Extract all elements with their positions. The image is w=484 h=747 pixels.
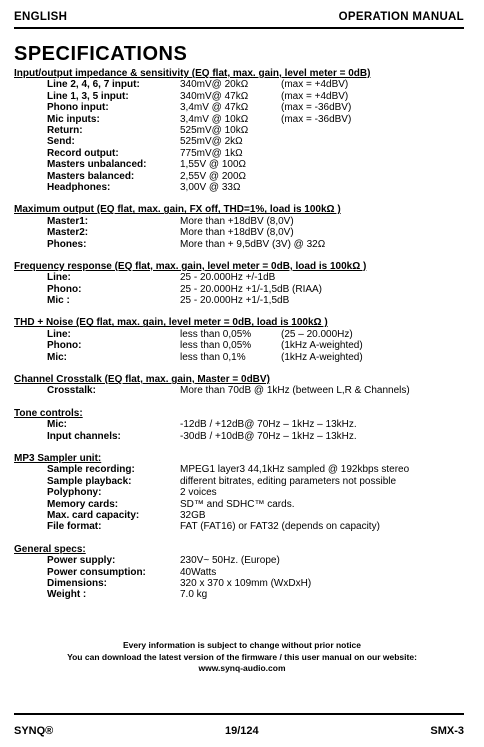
spec-row (14, 487, 474, 498)
spec-value: 3,00V @ 33Ω (180, 181, 241, 193)
spec-row (14, 329, 474, 340)
spec-value: 775mV@ 1kΩ (180, 147, 243, 159)
spec-label: Mic: (47, 419, 67, 431)
spec-label: Phono: (47, 340, 82, 352)
section-title: General specs: (14, 543, 86, 555)
spec-row (14, 79, 474, 90)
spec-value: 32GB (180, 510, 206, 521)
spec-row (14, 114, 474, 125)
spec-value: 525mV@ 10kΩ (180, 124, 249, 136)
page-title: SPECIFICATIONS (14, 43, 188, 65)
spec-value: More than +18dBV (8,0V) (180, 227, 294, 239)
specs-content (14, 68, 474, 612)
spec-label: Master1: (47, 215, 89, 227)
spec-row (14, 464, 474, 475)
spec-label: Line 2, 4, 6, 7 input: (47, 79, 140, 91)
header-rule (14, 27, 464, 29)
spec-label: Line: (47, 272, 71, 284)
spec-row (14, 510, 474, 521)
spec-label: Mic: (47, 351, 67, 363)
spec-label: Max. card capacity: (47, 510, 140, 521)
spec-label: Sample recording: (47, 464, 135, 476)
spec-value: 7.0 kg (180, 589, 208, 601)
spec-row (14, 239, 474, 250)
spec-label: Masters unbalanced: (47, 159, 147, 171)
spec-note: (25 – 20.000Hz) (281, 328, 353, 340)
spec-label: Power supply: (47, 555, 116, 567)
spec-value: FAT (FAT16) or FAT32 (depends on capacity) (180, 521, 380, 533)
spec-value: 340mV@ 20kΩ (180, 79, 249, 91)
spec-label: Masters balanced: (47, 170, 135, 182)
spec-note: (max = +4dBV) (281, 90, 349, 102)
spec-label: Mic : (47, 295, 70, 307)
spec-note: (max = -36dBV) (281, 113, 352, 125)
spec-label: Weight : (47, 589, 87, 601)
spec-value: 25 - 20.000Hz +1/-1,5dB (RIAA) (180, 283, 323, 295)
header-language: ENGLISH (14, 11, 68, 23)
footer-model: SMX-3 (430, 725, 464, 737)
spec-label: Return: (47, 124, 83, 136)
spec-value: less than 0,1% (180, 351, 246, 363)
spec-label: Line 1, 3, 5 input: (47, 90, 129, 102)
spec-value: less than 0,05% (180, 328, 252, 340)
spec-row (14, 284, 474, 295)
spec-value: -30dB / +10dB@ 70Hz – 1kHz – 13kHz. (180, 430, 357, 442)
spec-value: -12dB / +12dB@ 70Hz – 1kHz – 13kHz. (180, 419, 357, 431)
spec-row (14, 385, 474, 396)
spec-label: Phono: (47, 283, 82, 295)
spec-label: Headphones: (47, 181, 111, 193)
spec-row (14, 340, 474, 351)
spec-row (14, 499, 474, 510)
spec-value: More than 70dB @ 1kHz (between L,R & Channels) (180, 385, 410, 397)
spec-label: Power consumption: (47, 566, 146, 578)
section-title: Input/output impedance & sensitivity (EQ flat, max. gain, level meter = 0dB) (14, 68, 371, 79)
spec-value: SD™ and SDHC™ cards. (180, 498, 295, 510)
spec-label: Phono input: (47, 102, 109, 114)
section-title: Channel Crosstalk (EQ flat, max. gain, Master = 0dBV) (14, 374, 270, 386)
footer-notice (0, 640, 484, 675)
spec-value: 320 x 370 x 109mm (WxDxH) (180, 577, 312, 589)
spec-value: 230V~ 50Hz. (Europe) (180, 555, 280, 567)
spec-note: (1kHz A-weighted) (281, 340, 363, 352)
section-title: Tone controls: (14, 407, 83, 419)
page-number: 19/124 (225, 725, 259, 737)
notice-line: Every information is subject to change without prior notice (122, 640, 362, 650)
spec-note: (1kHz A-weighted) (281, 351, 363, 363)
spec-section (14, 408, 474, 442)
spec-label: Master2: (47, 227, 89, 239)
spec-label: Polyphony: (47, 487, 102, 499)
spec-row (14, 476, 474, 487)
spec-row (14, 295, 474, 306)
spec-row (14, 148, 474, 159)
spec-value: 25 - 20.000Hz +/-1dB (180, 272, 276, 284)
spec-row (14, 431, 474, 442)
spec-row (14, 555, 474, 566)
spec-label: Record output: (47, 147, 119, 159)
spec-value: MPEG1 layer3 44,1kHz sampled @ 192kbps stereo (180, 464, 410, 476)
spec-row (14, 159, 474, 170)
spec-row (14, 419, 474, 430)
spec-value: 2,55V @ 200Ω (180, 170, 247, 182)
spec-value: More than +18dBV (8,0V) (180, 215, 294, 227)
spec-label: File format: (47, 521, 102, 533)
footer-brand: SYNQ® (14, 725, 54, 737)
spec-section (14, 317, 474, 363)
spec-row (14, 521, 474, 532)
spec-label: Dimensions: (47, 577, 108, 589)
spec-value: 1,55V @ 100Ω (180, 159, 247, 171)
spec-value: 525mV@ 2kΩ (180, 136, 243, 148)
spec-row (14, 171, 474, 182)
spec-section (14, 68, 474, 193)
header-manual-title: OPERATION MANUAL (338, 11, 464, 23)
spec-value: 40Watts (180, 566, 217, 578)
spec-label: Mic inputs: (47, 113, 100, 125)
section-title: MP3 Sampler unit: (14, 453, 102, 465)
spec-row (14, 589, 474, 600)
spec-row (14, 227, 474, 238)
spec-label: Line: (47, 328, 71, 340)
spec-label: Phones: (47, 238, 87, 250)
page-header (14, 11, 464, 27)
spec-label: Input channels: (47, 430, 121, 442)
spec-row (14, 125, 474, 136)
notice-line: You can download the latest version of the firmware / this user manual on our website: (67, 651, 417, 662)
section-title: THD + Noise (EQ flat, max. gain, level meter = 0dB, load is 100kΩ ) (14, 317, 328, 329)
spec-row (14, 182, 474, 193)
spec-section (14, 453, 474, 533)
website-link[interactable]: www.synq-audio.com (198, 663, 286, 673)
spec-section (14, 544, 474, 601)
spec-value: less than 0,05% (180, 340, 252, 352)
spec-row (14, 272, 474, 283)
spec-value: 2 voices (180, 487, 217, 499)
section-title: Maximum output (EQ flat, max. gain, FX off, THD=1%, load is 100kΩ ) (14, 204, 341, 216)
spec-value: 3,4mV @ 47kΩ (180, 102, 249, 114)
spec-label: Send: (47, 136, 75, 148)
page-footer (14, 725, 464, 737)
spec-value: 3,4mV @ 10kΩ (180, 113, 249, 125)
spec-section (14, 374, 474, 397)
spec-note: (max = -36dBV) (281, 102, 352, 114)
spec-value: 340mV@ 47kΩ (180, 90, 249, 102)
spec-section (14, 261, 474, 307)
spec-row (14, 102, 474, 113)
spec-value: More than + 9,5dBV (3V) @ 32Ω (180, 238, 326, 250)
section-title: Frequency response (EQ flat, max. gain, level meter = 0dB, load is 100kΩ ) (14, 260, 367, 272)
spec-row (14, 136, 474, 147)
spec-note: (max = +4dBV) (281, 79, 349, 91)
spec-row (14, 91, 474, 102)
footer-rule (14, 713, 464, 715)
spec-label: Crosstalk: (47, 385, 96, 397)
spec-section (14, 204, 474, 250)
spec-label: Memory cards: (47, 498, 119, 510)
spec-row (14, 216, 474, 227)
spec-row (14, 578, 474, 589)
spec-value: 25 - 20.000Hz +1/-1,5dB (180, 295, 290, 307)
spec-row (14, 352, 474, 363)
spec-value: different bitrates, editing parameters not possible (180, 475, 397, 487)
spec-row (14, 567, 474, 578)
spec-label: Sample playback: (47, 475, 132, 487)
